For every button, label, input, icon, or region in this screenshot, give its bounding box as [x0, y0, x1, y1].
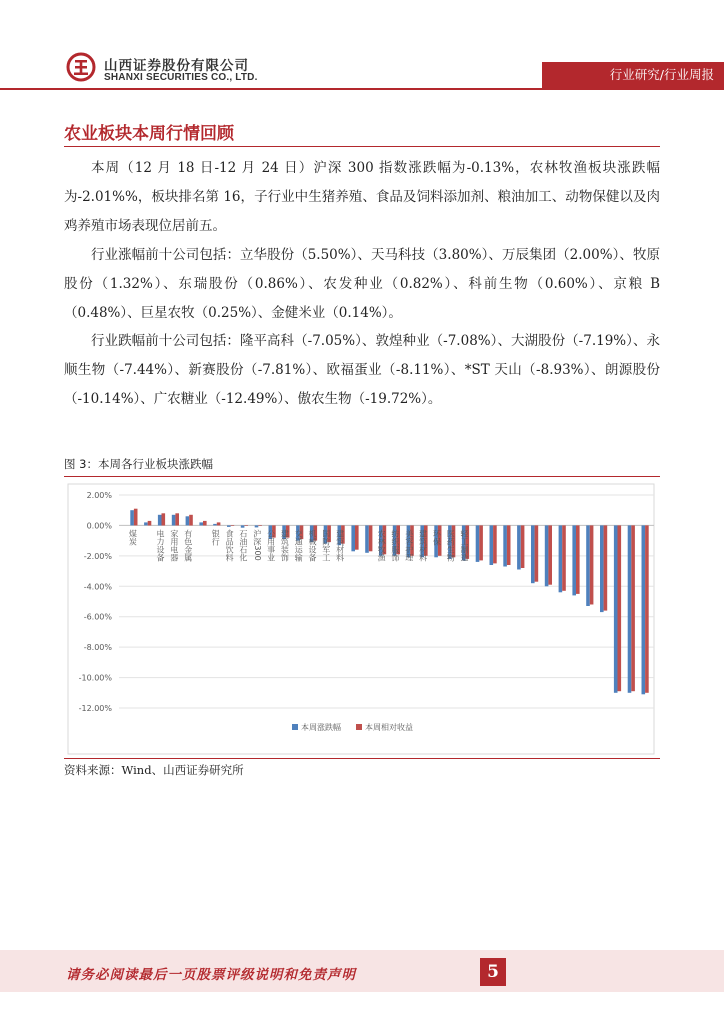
- bar: [213, 524, 217, 526]
- x-category-label: 沪深300: [252, 529, 262, 561]
- bar: [586, 525, 590, 606]
- x-category-label: 有色金属: [183, 529, 193, 562]
- legend-label: 本周涨跌幅: [301, 723, 341, 732]
- title-underline: [64, 146, 660, 147]
- x-category-label: 建筑材料: [335, 529, 345, 562]
- bar: [517, 525, 521, 569]
- report-type-tag: 行业研究/行业周报: [542, 62, 724, 88]
- bar: [144, 522, 148, 525]
- bar: [476, 525, 480, 562]
- bar: [572, 525, 576, 595]
- bar: [503, 525, 507, 566]
- bar: [507, 525, 511, 565]
- y-tick-label: 0.00%: [86, 521, 112, 531]
- bar: [148, 521, 152, 526]
- bar: [618, 525, 622, 691]
- paragraph-top-losers: 行业跌幅前十公司包括：隆平高科（-7.05%）、敦煌种业（-7.08%）、大湖股份（-7.19%）、永顺生物（-7.44%）、新赛股份（-7.81%）、欧福蛋业（-8.11%）、*ST 天山（-8.93%）、朗源股份（-10.14%）、广农糖业（-12.49%）、傲农生物（-19.72%）。: [64, 333, 660, 407]
- x-category-label: 纺织服饰: [390, 529, 400, 562]
- x-category-label: 石油石化: [238, 529, 248, 562]
- x-category-label: 公用事业: [266, 529, 276, 562]
- bar: [576, 525, 580, 594]
- bar: [241, 525, 245, 527]
- bar: [631, 525, 635, 691]
- bar: [548, 525, 552, 584]
- bar: [369, 525, 373, 551]
- bar: [217, 522, 221, 525]
- bar: [175, 513, 179, 525]
- bar: [199, 522, 203, 525]
- x-category-label: 建筑装饰: [280, 529, 290, 562]
- x-category-label: 交通运输: [294, 529, 304, 562]
- company-name-cn: 山西证券股份有限公司: [104, 58, 249, 74]
- x-category-label: 银行: [211, 529, 221, 546]
- x-category-label: 机械设备: [308, 529, 317, 562]
- page-header: [0, 0, 724, 100]
- x-category-label: 电力设备: [156, 529, 165, 562]
- bar: [203, 521, 207, 526]
- x-category-label: 建筑材料: [418, 529, 428, 562]
- y-tick-label: -2.00%: [83, 551, 112, 561]
- legend-swatch: [292, 724, 298, 730]
- bar: [614, 525, 618, 692]
- sector-performance-chart: [64, 478, 660, 758]
- x-category-label: 环保: [432, 529, 442, 546]
- x-category-label: 煤炭: [128, 529, 138, 546]
- x-category-label: 医药生物: [446, 529, 456, 562]
- bar: [600, 525, 604, 612]
- bar: [562, 525, 566, 590]
- bar: [231, 525, 235, 526]
- bar: [531, 525, 535, 583]
- x-category-label: 食品饮料: [225, 529, 235, 562]
- bar: [645, 525, 649, 692]
- y-tick-label: -10.00%: [78, 673, 112, 683]
- bar: [628, 525, 632, 692]
- source-divider: [64, 758, 660, 759]
- bar: [351, 525, 355, 551]
- y-tick-label: -12.00%: [78, 704, 112, 713]
- y-tick-label: -4.00%: [83, 582, 112, 592]
- bar: [493, 525, 497, 563]
- bar: [490, 525, 494, 565]
- company-logo-icon: [66, 52, 96, 82]
- y-tick-label: -6.00%: [83, 612, 112, 622]
- paragraph-top-gainers: 行业涨幅前十公司包括：立华股份（5.50%）、天马科技（3.80%）、万辰集团（2.00%）、牧原股份（1.32%）、东瑞股份（0.86%）、农发种业（0.82%）、科前生物（0.60%）、京粮 B（0.48%）、巨星农牧（0.25%）、金健米业（0.14%）。: [64, 247, 660, 321]
- chart-frame: [68, 484, 654, 754]
- bar: [642, 525, 646, 694]
- x-category-label: 美容护理: [404, 529, 414, 562]
- bar: [255, 525, 259, 527]
- footer-disclaimer: 请务必阅读最后一页股票评级说明和免责声明: [66, 967, 356, 983]
- bar: [162, 513, 166, 525]
- section-title: 农业板块本周行情回顾: [64, 124, 234, 144]
- figure-caption: 图 3：本周各行业板块涨跌幅: [64, 457, 213, 471]
- header-divider: [0, 88, 724, 90]
- x-category-label: 家用电器: [169, 529, 179, 562]
- bar: [521, 525, 525, 568]
- bar: [365, 525, 369, 552]
- bar: [189, 515, 193, 526]
- bar: [186, 516, 190, 525]
- bar: [604, 525, 608, 610]
- x-category-label: 国防军工: [321, 529, 331, 562]
- bar: [590, 525, 594, 604]
- bar: [479, 525, 483, 560]
- bar: [227, 525, 231, 527]
- bar: [158, 515, 162, 526]
- bar: [134, 509, 138, 526]
- x-category-label: 农林牧渔: [377, 529, 387, 562]
- bar: [172, 515, 176, 526]
- y-tick-label: 2.00%: [86, 491, 112, 500]
- legend-label: 本周相对收益: [365, 723, 413, 732]
- bar: [130, 510, 134, 525]
- x-category-label: 轻工制造: [460, 529, 469, 562]
- y-tick-label: -8.00%: [83, 643, 112, 653]
- bar: [545, 525, 549, 586]
- bar: [355, 525, 359, 549]
- company-name-en: SHANXI SECURITIES CO., LTD.: [104, 72, 258, 83]
- page-number: 5: [480, 958, 506, 986]
- bar: [258, 525, 262, 526]
- bar: [559, 525, 563, 592]
- legend-swatch: [356, 724, 362, 730]
- caption-underline: [64, 476, 660, 477]
- bar: [535, 525, 539, 581]
- figure-source: 资料来源：Wind、山西证券研究所: [64, 763, 244, 777]
- paragraph-market-review: 本周（12 月 18 日-12 月 24 日）沪深 300 指数涨跌幅为-0.13%，农林牧渔板块涨跌幅为-2.01%%，板块排名第 16，子行业中生猪养殖、食品及饲料添加剂、粮油加工、动物保健以及肉鸡养殖市场表现位居前五。: [64, 160, 660, 234]
- chart-svg: [64, 478, 660, 758]
- bar: [244, 525, 248, 526]
